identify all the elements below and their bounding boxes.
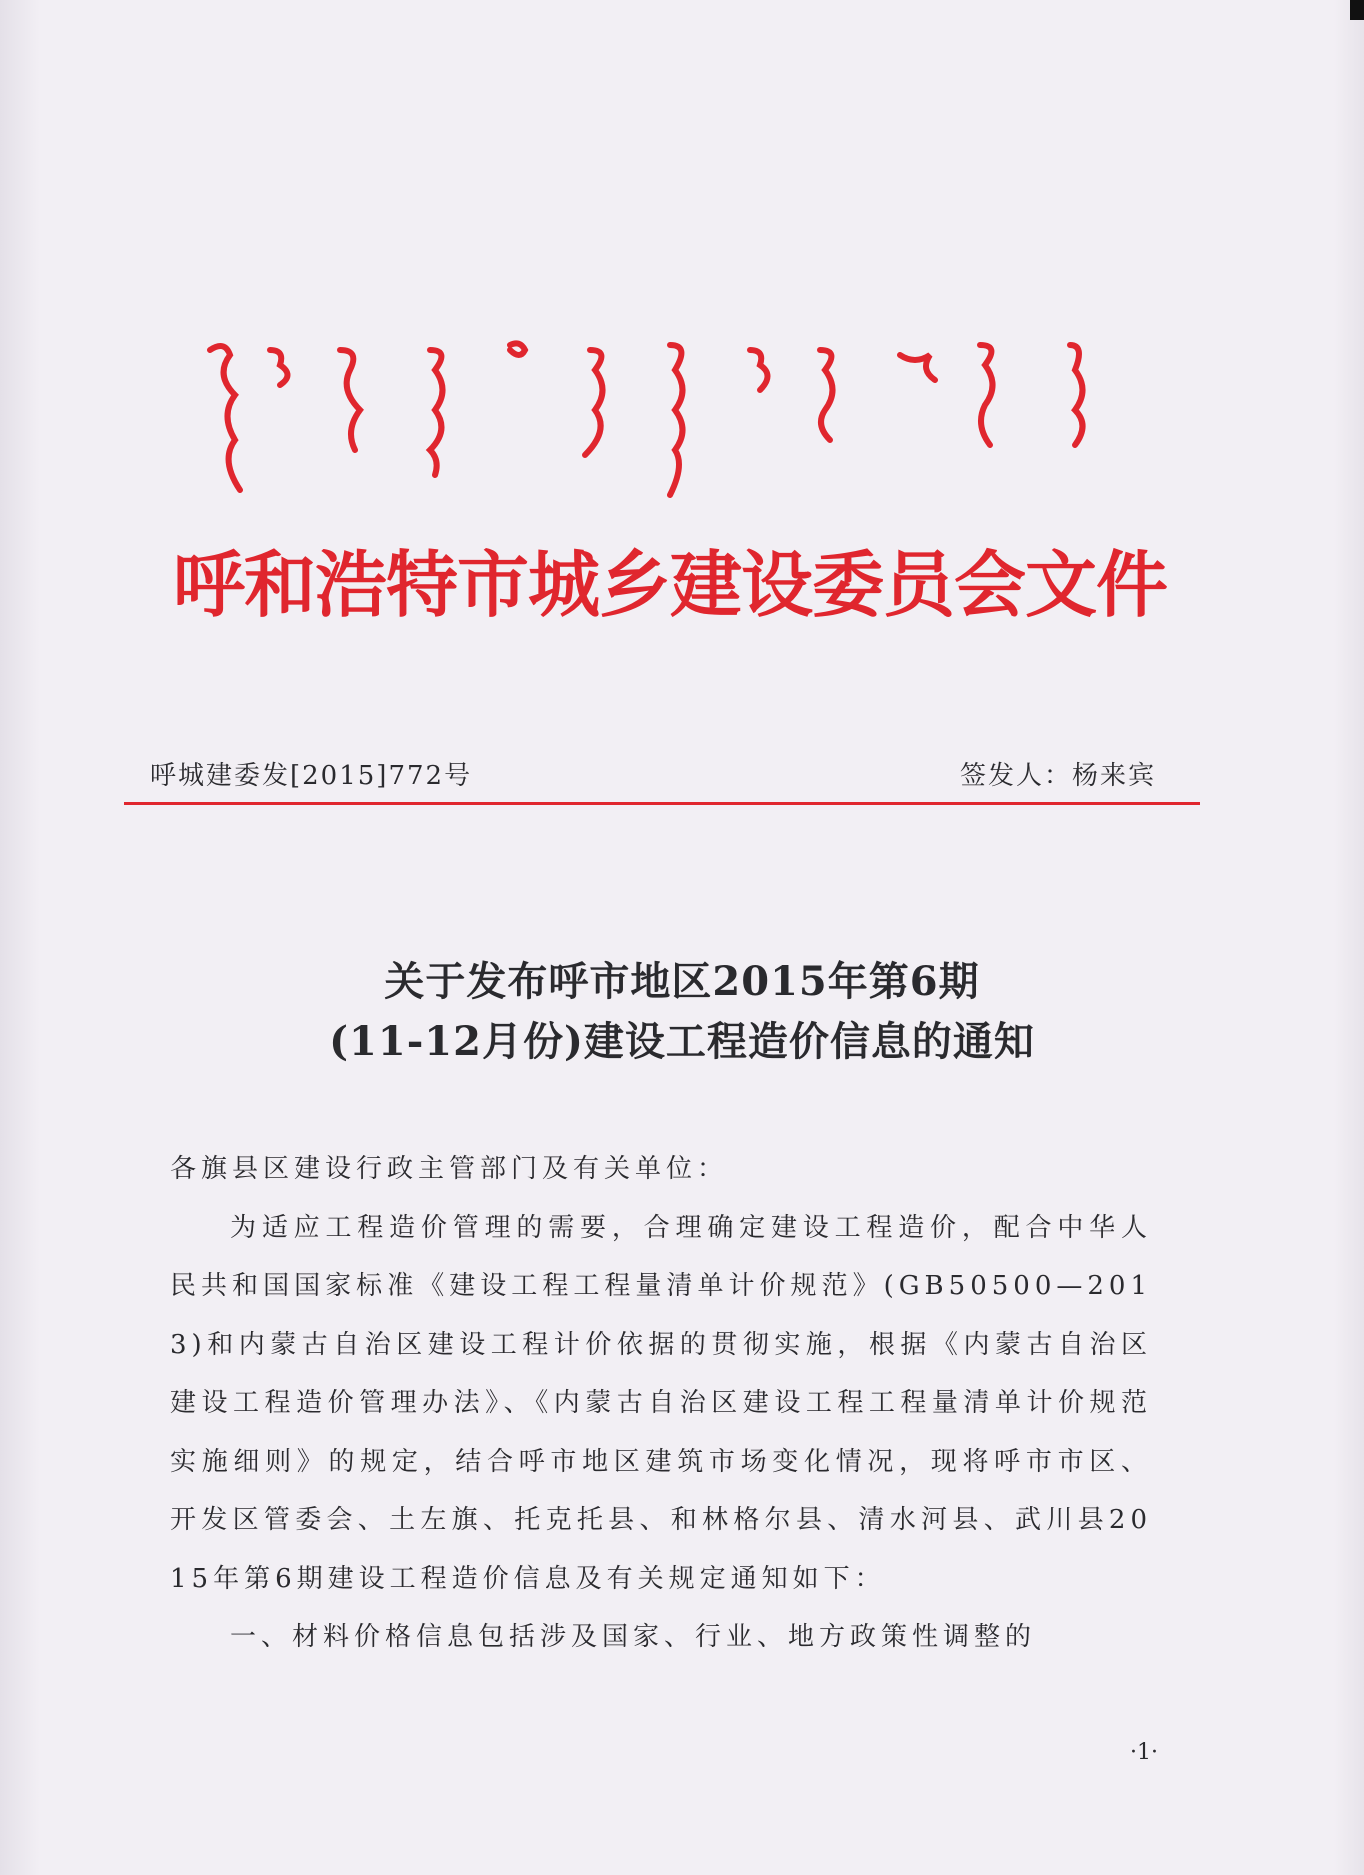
notice-body [170, 1140, 1152, 1667]
issuing-organization-title: 呼和浩特市城乡建设委员会文件 [172, 543, 1167, 627]
mongolian-script-header [190, 330, 1140, 500]
scan-edge-left [0, 0, 40, 1875]
notice-title-line2: (11-12月份)建设工程造价信息的通知 [329, 1018, 1035, 1065]
notice-title-line1: 关于发布呼市地区2015年第6期 [384, 958, 980, 1005]
body-paragraph: 为适应工程造价管理的需要，合理确定建设工程造价，配合中华人民共和国国家标准《建设工程工程量清单计价规范》(GB50500—2013)和内蒙古自治区建设工程计价依据的贯彻实施，根据《内蒙古自治区建设工程造价管理办法》、《内蒙古自治区建设工程工程量清单计价规范实施细则》的规定，结合呼市地区建筑市场变化情况，现将呼市市区、开发区管委会、土左旗、托克托县、和林格尔县、清水河县、武川县2015年第6期建设工程造价信息及有关规定通知如下： [170, 1212, 1152, 1594]
document-number: 呼城建委发[2015]772号 [150, 761, 473, 791]
scan-edge-right [1334, 0, 1364, 1875]
scan-corner [1350, 0, 1364, 20]
signer: 签发人：杨来宾 [959, 761, 1156, 791]
body-paragraph: 一、材料价格信息包括涉及国家、行业、地方政策性调整的 [230, 1622, 1037, 1652]
page-number: ·1· [1130, 1740, 1158, 1765]
salutation: 各旗县区建设行政主管部门及有关单位： [170, 1154, 729, 1184]
red-divider [124, 802, 1200, 805]
